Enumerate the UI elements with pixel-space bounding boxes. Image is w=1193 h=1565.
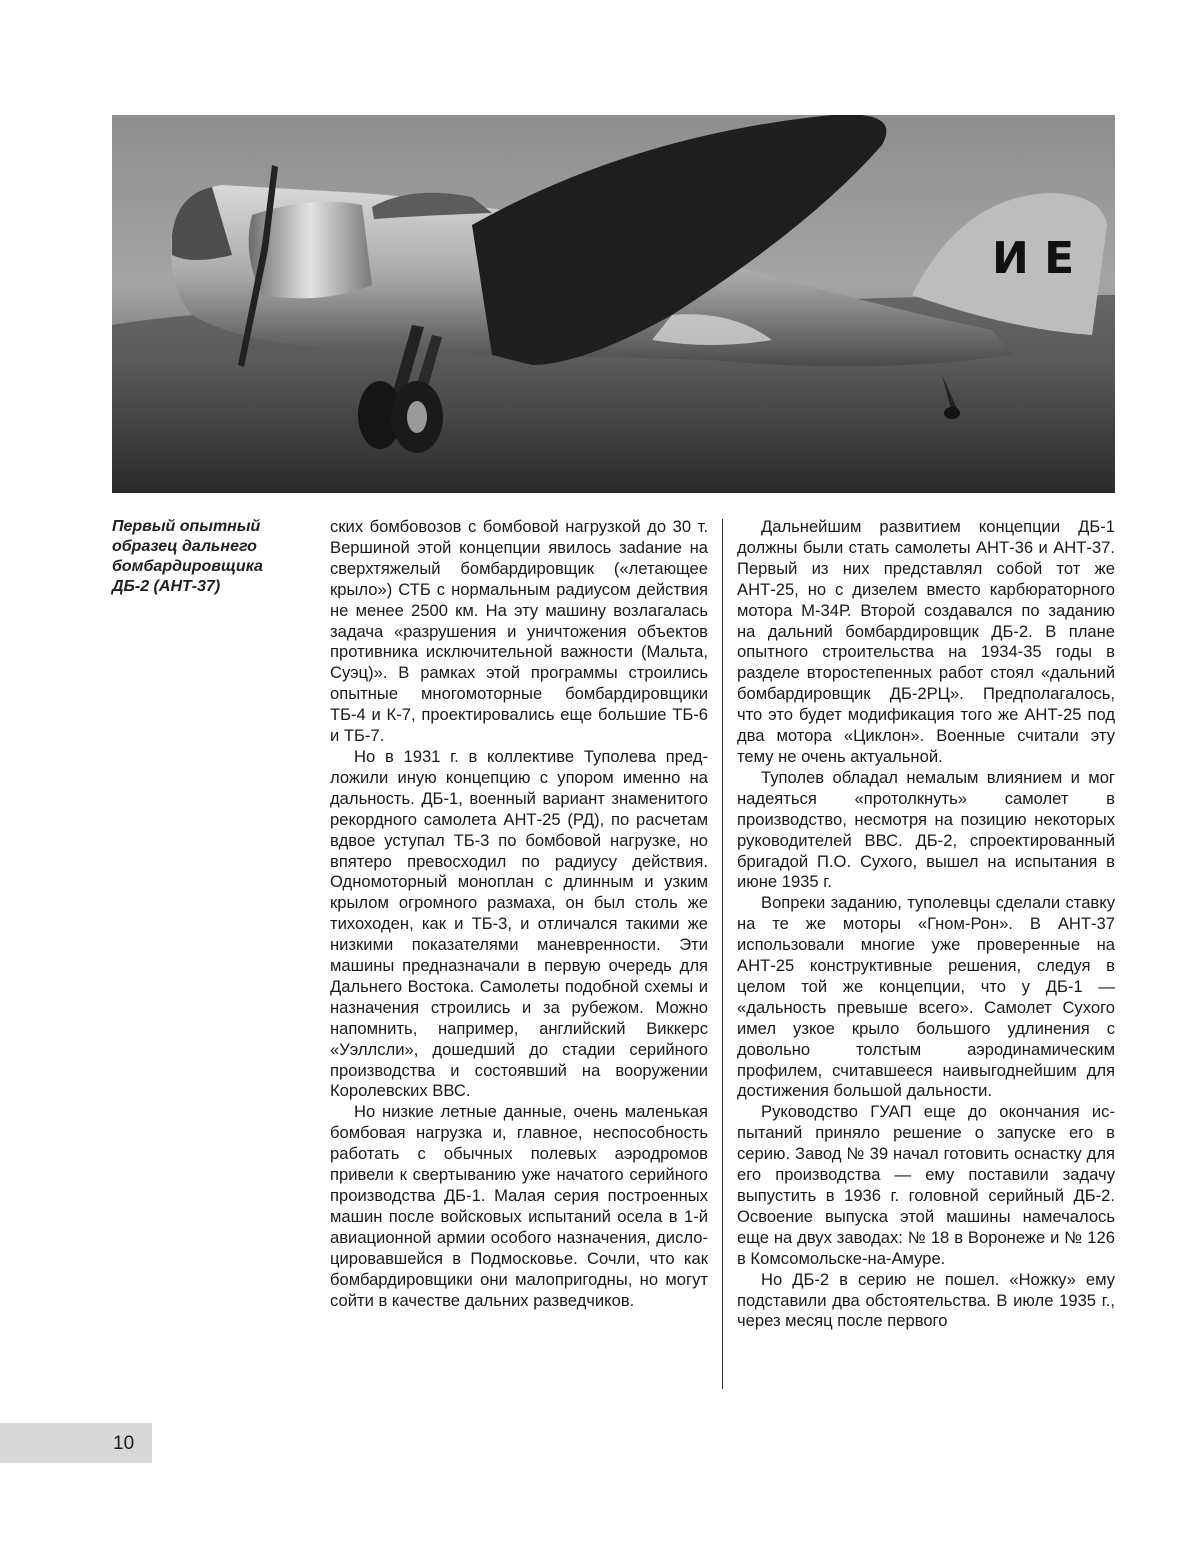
paragraph: Но низкие летные данные, очень маленькая бомбовая нагрузка и, главное, неспособность работать с обычных полевых аэродромов привели к свертыванию уже начатого серийного производства ДБ-1. Малая серия построенных машин после войсковых испытаний осела в 1-й авиационной армии особого назначения, дислоцировавшейся в Подмосковье. Сочли, что как бомбардировщики они малопригодны, но могут сойти в качестве дальних разведчиков. — [330, 1102, 708, 1310]
paragraph: Но в 1931 г. в коллективе Туполева предложили иную концепцию с упором именно на дальность. ДБ-1, военный вариант знаменитого рекордного самолета АНТ-25 (РД), по расчетам вдвое уступал ТБ-3 по бомбовой нагрузке, но впятеро превосходил по радиусу действия. Одномоторный моноплан с длинным и узким крылом огромного размаха, он был столь же тихоходен, как и ТБ-3, и отличался такими же низкими показателями маневренности. Эти машины предназначали в первую очередь для Дальнего Востока. Самолеты подобной схемы и назначения строились и за рубежом. Можно напомнить, например, английский Виккерс «Уэллсли», дошедший до стадии серийного производства и состоявший на вооружении Королевских ВВС. — [330, 746, 708, 1101]
column-divider — [722, 519, 723, 1389]
paragraph: Вопреки заданию, туполевцы сделали ставку на те же моторы «Гном-Рон». В АНТ-37 использовали многие уже проверенные на АНТ-25 конструктивные решения, следуя в целом той же концепции, что у ДБ-1 — «дальность превыше всего». Самолет Сухого имел узкое крыло большого удлинения с довольно толстым аэродинамическим профилем, считавшееся наивыгоднейшим для достижения большой дальности. — [737, 893, 1115, 1101]
page-number: 10 — [113, 1433, 135, 1454]
tail-marking: И Е — [992, 233, 1075, 284]
paragraph: Дальнейшим развитием концепции ДБ-1 должны были стать самолеты АНТ-36 и АНТ-37. Первый из них представлял собой тот же АНТ-25, но с дизелем вместо карбюраторного мотора М-34Р. Второй создавался по заданию на дальний бомбардировщик ДБ-2. В плане опытного строительства на 1934-35 годы в разделе второстепенных работ стоял «дальний бомбардировщик ДБ-2РЦ». Предполагалось, что это будет модификация того же АНТ-25 под два мотора «Циклон». Военные считали эту тему не очень актуальной. — [737, 517, 1115, 766]
paragraph: Но ДБ-2 в серию не пошел. «Ножку» ему подставили два обстоятельства. В июле 1935 г., через месяц после первого — [737, 1269, 1115, 1331]
text-column-right — [737, 517, 1115, 1332]
text-column-left — [330, 517, 708, 1311]
photo-caption: Первый опытный образец дальнего бомбардировщика ДБ-2 (АНТ-37) — [112, 518, 263, 595]
paragraph: Руководство ГУАП еще до окончания испытаний приняло решение о запуске его в серию. Завод № 39 начал готовить оснастку для его производства — ему поставили задачу выпустить в 1936 г. головной серийный ДБ-2. Освоение выпуска этой машины намечалось еще на двух заводах: № 18 в Воронеже и № 126 в Комсомольске-на-Амуре. — [737, 1102, 1115, 1268]
paragraph: ских бомбовозов с бомбовой нагрузкой до 30 т. Вершиной этой концепции явилось заdание на сверхтяжелый бомбардировщик («летающее крыло») СТБ с нормальным радиусом действия не менее 2500 км. На эту машину возлагалась задача «разрушения и уничтожения объектов противника исключительной важности (Мальта, Суэц)». В рамках этой программы строились опытные многомоторные бомбардировщики ТБ-4 и К-7, проектировались еще большие ТБ-6 и ТБ-7. — [330, 517, 708, 746]
aircraft-photo — [112, 115, 1115, 493]
paragraph: Туполев обладал немалым влиянием и мог надеяться «протолкнуть» самолет в производство, несмотря на позицию некоторых руководителей ВВС. ДБ-2, спроектированный бригадой П.О. Сухого, вышел на испытания в июне 1935 г. — [737, 767, 1115, 892]
